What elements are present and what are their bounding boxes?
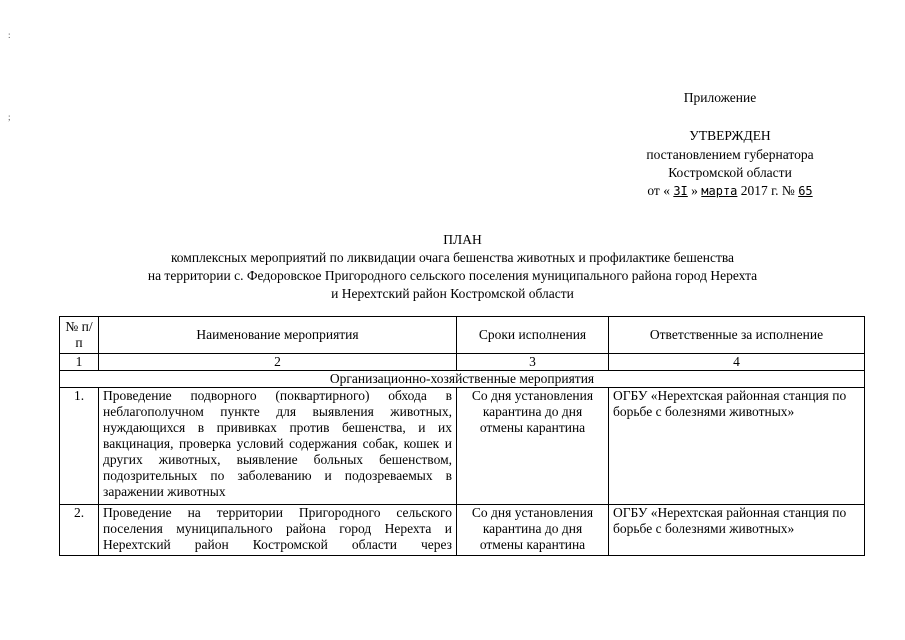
date-year: 2017 г. № bbox=[740, 183, 795, 198]
column-number: 4 bbox=[609, 354, 865, 371]
date-month: марта bbox=[701, 184, 738, 198]
column-number: 3 bbox=[457, 354, 609, 371]
scan-mark: ; bbox=[8, 112, 11, 122]
column-number: 2 bbox=[99, 354, 457, 371]
row-term: Со дня установления карантина до дня отмены карантина bbox=[457, 505, 609, 556]
plan-title-line-1: комплексных мероприятий по ликвидации очага бешенства животных и профилактике бешенства bbox=[170, 250, 735, 265]
plan-heading: ПЛАН bbox=[443, 232, 482, 247]
row-activity: Проведение на территории Пригородного сельского поселения муниципального района город Нерехта и Нерехтский район Костромской области через bbox=[99, 505, 457, 556]
decree-date bbox=[580, 183, 880, 199]
decree-number: 65 bbox=[798, 184, 813, 198]
row-activity: Проведение подворного (поквартирного) обхода в неблагополучном пункте для выявления животных, нуждающихся в прививках против бешенства, и их вакцинация, проверка условий содержания собак, кошек и других животных, выявление больных бешенством, подозрительных по заболеванию и подозреваемых в заражении животных bbox=[99, 388, 457, 505]
table-row bbox=[60, 388, 865, 505]
row-number: 2. bbox=[60, 505, 99, 556]
row-term: Со дня установления карантина до дня отмены карантина bbox=[457, 388, 609, 505]
table-header-row bbox=[60, 317, 865, 354]
approved-label: УТВЕРЖДЕН bbox=[689, 128, 771, 143]
header-term: Сроки исполнения bbox=[457, 317, 609, 354]
section-title: Организационно-хозяйственные мероприятия bbox=[60, 371, 865, 388]
header-resp: Ответственные за исполнение bbox=[609, 317, 865, 354]
row-number: 1. bbox=[60, 388, 99, 505]
table-row bbox=[60, 505, 865, 556]
section-row bbox=[60, 371, 865, 388]
row-responsible: ОГБУ «Нерехтская районная станция по борьбе с болезнями животных» bbox=[609, 388, 865, 505]
region-label: Костромской области bbox=[668, 165, 792, 180]
column-number-row bbox=[60, 354, 865, 371]
header-num-label: № п/п bbox=[65, 319, 93, 350]
scan-mark: : bbox=[8, 30, 11, 40]
plan-title-line-2: на территории с. Федоровское Пригородного сельского поселения муниципального района город Нерехта bbox=[147, 268, 758, 283]
by-decree-label: постановлением губернатора bbox=[646, 147, 814, 162]
header-name: Наименование мероприятия bbox=[99, 317, 457, 354]
date-mid: » bbox=[691, 183, 698, 198]
date-day: 3I bbox=[673, 184, 688, 198]
column-number: 1 bbox=[60, 354, 99, 371]
plan-title-line-3: и Нерехтский район Костромской области bbox=[331, 286, 574, 301]
header-num bbox=[60, 317, 99, 354]
appendix-label: Приложение bbox=[683, 90, 757, 105]
row-responsible: ОГБУ «Нерехтская районная станция по борьбе с болезнями животных» bbox=[609, 505, 865, 556]
plan-table bbox=[59, 316, 865, 556]
date-prefix: от « bbox=[647, 183, 670, 198]
